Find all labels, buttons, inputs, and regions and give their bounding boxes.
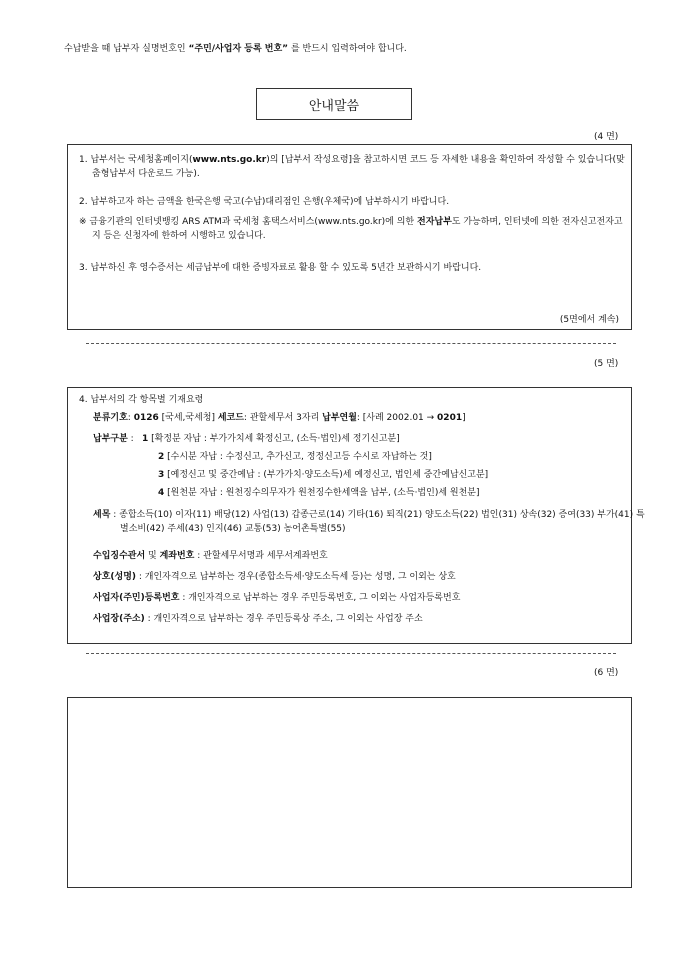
page-number-6: (6 면) xyxy=(594,668,619,678)
page-number-4: (4 면) xyxy=(594,132,619,142)
notice-text: 수납받을 때 납부자 실명번호인 xyxy=(64,44,189,54)
payment-type-4: 4 [원천분 자납 : 원천징수의무자가 원천징수한세액을 납부, (소득·법인)세 원천분] xyxy=(158,488,480,498)
notice-item-3: 3. 납부하신 후 영수증서는 세금납부에 대한 증빙자료로 활용 할 수 있도록 5년간 보관하시기 바랍니다. xyxy=(79,263,482,273)
payment-type-1: 1 [확정분 자납 : 부가가치세 확정신고, (소득·법인)세 정기신고분] xyxy=(142,434,400,444)
continue-note: (5면에서 계속) xyxy=(559,315,619,325)
website-link[interactable]: www.nts.go.kr xyxy=(192,155,267,165)
payment-type-label: 납부구분 : xyxy=(93,434,134,444)
instructions-box-page5 xyxy=(67,387,645,644)
payment-type-2: 2 [수시분 자납 : 수정신고, 추가신고, 정정신고등 수시로 자납하는 것] xyxy=(158,452,432,462)
registration-number-line: 사업자(주민)등록번호 : 개인자격으로 납부하는 경우 주민등록번호, 그 이외는 사업자등록번호 xyxy=(93,593,461,603)
blank-box-page6 xyxy=(67,697,632,888)
top-notice xyxy=(64,41,407,54)
page-title-text: 안내말씀 xyxy=(308,98,360,114)
page-number-5: (5 면) xyxy=(594,359,619,369)
address-line: 사업장(주소) : 개인자격으로 납부하는 경우 주민등록상 주소, 그 이외는 사업장 주소 xyxy=(93,614,423,624)
notice-item-2: 2. 납부하고자 하는 금액을 한국은행 국고(수납)대리점인 은행(우체국)에 납부하시기 바랍니다. xyxy=(79,197,450,207)
tax-items: 세목 : 종합소득(10) 이자(11) 배당(12) 사업(13) 갑종근로(14) 기타(16) 퇴직(21) 양도소득(22) 법인(31) 상속(32) 증여(33) 부가(41) 특별소비(42) 주세(43) 인지(46) 교통(53) 농어촌특별(55) xyxy=(93,510,645,534)
payment-type-3: 3 [예정신고 및 중간예납 : (부가가치·양도소득)세 예정신고, 법인세 중간예납신고분] xyxy=(158,470,489,480)
notice-box-page4 xyxy=(67,144,632,330)
page-title xyxy=(256,88,412,120)
instructions-heading: 4. 납부서의 각 항목별 기재요령 xyxy=(79,395,204,405)
cut-line-2 xyxy=(86,653,616,654)
cut-line xyxy=(86,343,616,344)
collection-office-line: 수입징수관서 및 계좌번호 : 관할세무서명과 세무서계좌번호 xyxy=(93,551,328,561)
notice-item-1: 1. 납부서는 국세청홈페이지(www.nts.go.kr)의 [납부서 작성요령]을 참고하시면 코드 등 자세한 내용을 확인하여 작성할 수 있습니다(맞춤형납부서 다운로드 가능). xyxy=(79,155,625,179)
notice-note: ※ 금융기관의 인터넷뱅킹 ARS ATM과 국세청 홈택스서비스(www.nts.go.kr)에 의한 전자납부도 가능하며, 인터넷에 의한 전자신고전자고지 등은 신청자에 한하여 시행하고 있습니다. xyxy=(79,217,623,241)
trade-name-line: 상호(성명) : 개인자격으로 납부하는 경우(종합소득세·양도소득세 등)는 성명, 그 이외는 상호 xyxy=(93,572,456,582)
notice-text-end: 를 반드시 입력하여야 합니다. xyxy=(290,44,407,54)
notice-emphasis: “주민/사업자 등록 번호” xyxy=(188,44,289,54)
code-line: 분류기호: 0126 [국세,국세청] 세코드: 관할세무서 3자리 납부연월: [사례 2002.01 → 0201] xyxy=(93,413,466,423)
